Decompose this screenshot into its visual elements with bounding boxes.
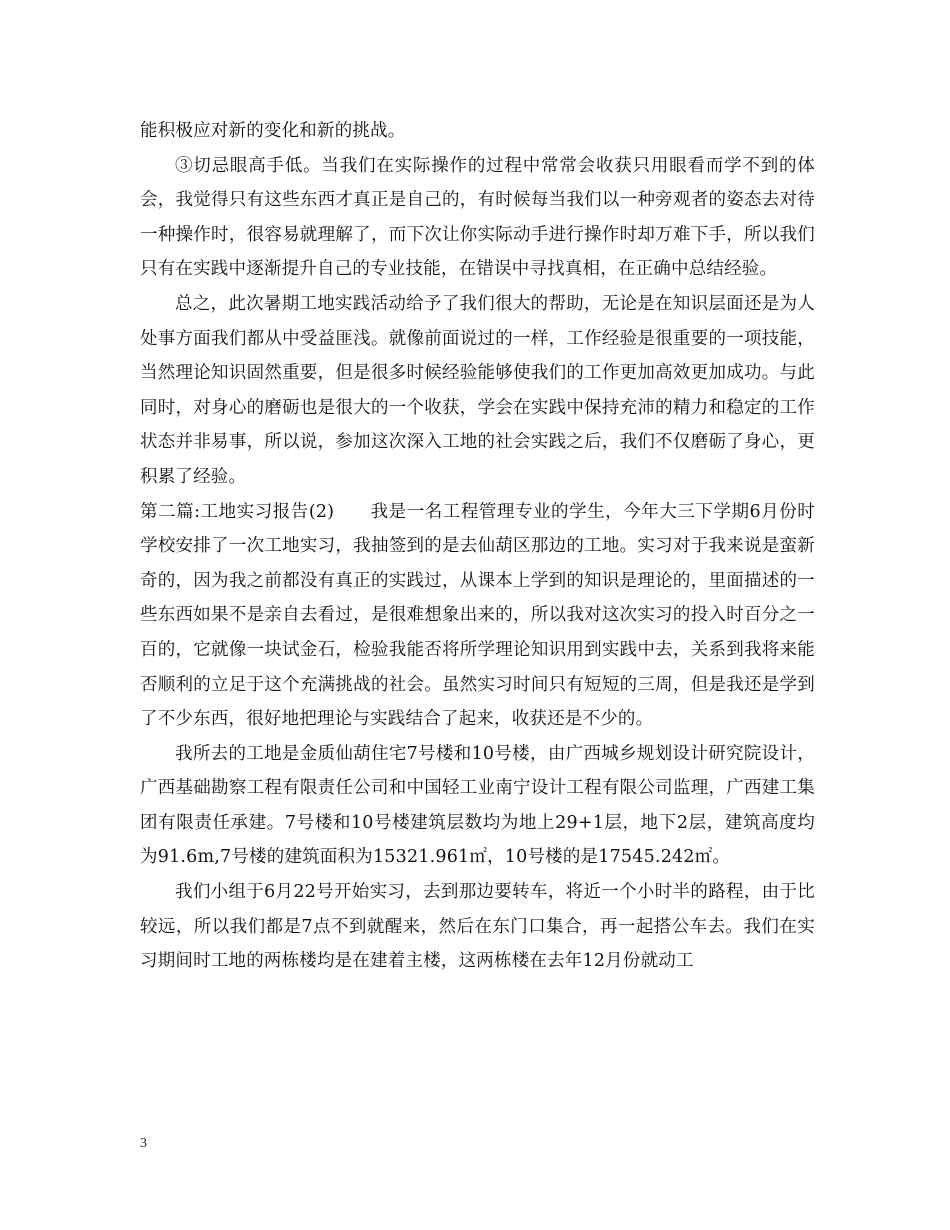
paragraph-schedule: 我们小组于6月22号开始实习，去到那边要转车，将近一个小时半的路程，由于比较远，所以我们都是7点不到就醒来，然后在东门口集合，再一起搭公车去。我们在实习期间时工地的两栋楼均是在建着主楼，这两栋楼在去年12月份就动工 — [140, 882, 815, 972]
paragraph-continuation: 能积极应对新的变化和新的挑战。 — [140, 121, 406, 141]
page-number: 3 — [140, 1136, 147, 1151]
paragraph-chapter-two-intro: 第二篇:工地实习报告(2) 我是一名工程管理专业的学生，今年大三下学期6月份时学校安排了一次工地实习，我抽签到的是去仙葫区那边的工地。实习对于我来说是蛮新奇的，因为我之前都没有真正的实践过，从课本上学到的知识是理论的，里面描述的一些东西如果不是亲自去看过，是很难想象出来的，所以我对这次实习的投入时百分之一百的，它就像一块试金石，检验我能否将所学理论知识用到实践中去，关系到我将来能否顺利的立足于这个充满挑战的社会。虽然实习时间只有短短的三周，但是我还是学到了不少东西，很好地把理论与实践结合了起来，收获还是不少的。 — [140, 501, 815, 730]
paragraph-site-description: 我所去的工地是金质仙葫住宅7号楼和10号楼，由广西城乡规划设计研究院设计，广西基础勘察工程有限责任公司和中国轻工业南宁设计工程有限公司监理，广西建工集团有限责任承建。7号楼和10号楼建筑层数均为地上29+1层，地下2层，建筑高度均为91.6m,7号楼的建筑面积为15321.961㎡，10号楼的是17545.242㎡。 — [140, 743, 815, 868]
paragraph-point-3: ③切忌眼高手低。当我们在实际操作的过程中常常会收获只用眼看而学不到的体会，我觉得只有这些东西才真正是自己的，有时候每当我们以一种旁观者的姿态去对待一种操作时，很容易就理解了，而下次让你实际动手进行操作时却万难下手，所以我们只有在实践中逐渐提升自己的专业技能，在错误中寻找真相，在正确中总结经验。 — [140, 155, 815, 280]
paragraph-summary: 总之，此次暑期工地实践活动给予了我们很大的帮助，无论是在知识层面还是为人处事方面我们都从中受益匪浅。就像前面说过的一样，工作经验是很重要的一项技能，当然理论知识固然重要，但是很多时候经验能够使我们的工作更加高效更加成功。与此同时，对身心的磨砺也是很大的一个收获，学会在实践中保持充沛的精力和稳定的工作状态并非易事，所以说，参加这次深入工地的社会实践之后，我们不仅磨砺了身心，更积累了经验。 — [140, 293, 815, 487]
body-text — [140, 114, 815, 979]
